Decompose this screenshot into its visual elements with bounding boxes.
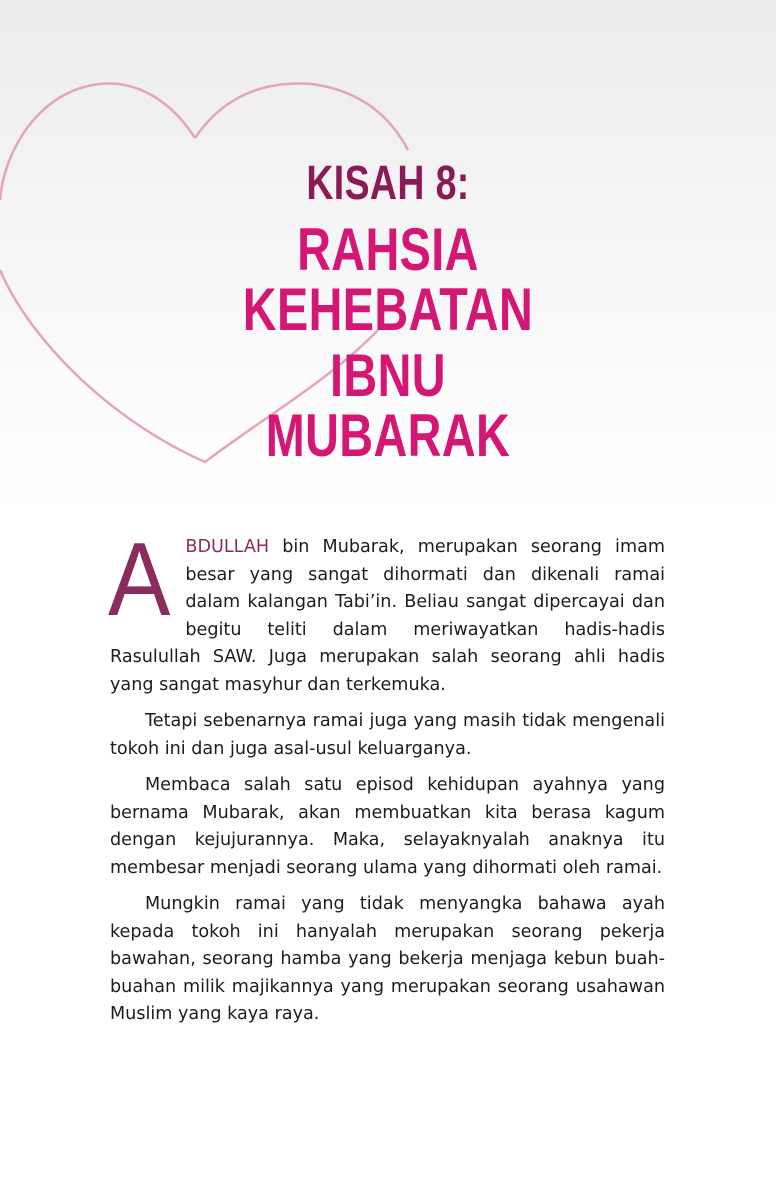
lead-word: BDULLAH — [185, 537, 270, 557]
paragraph-1-text: bin Mubarak, merupakan seorang imam besar yang sangat dihormati dan dikenali ramai dalam kalangan Tabi’in. Beliau sangat dipercayai dan begitu teliti dalam meriwayatkan hadis-hadis Rasulullah SAW. Juga merupakan salah seorang ahli hadis yang sangat masyhur dan terkemuka. — [110, 537, 665, 695]
paragraph-3: Membaca salah satu episod kehidupan ayahnya yang bernama Mubarak, akan membuatkan kita berasa kagum dengan kejujurannya. Maka, selayaknyalah anaknya itu membesar menjadi seorang ulama yang dihormati oleh ramai. — [110, 775, 665, 878]
chapter-title-line-2: IBNU MUBARAK — [265, 342, 511, 469]
drop-cap: A — [108, 522, 171, 638]
chapter-number: KISAH 8: — [306, 157, 470, 210]
chapter-body — [108, 522, 665, 1038]
chapter-heading — [210, 157, 566, 472]
paragraph-2: Tetapi sebenarnya ramai juga yang masih tidak mengenali tokoh ini dan juga asal-usul keluarganya. — [110, 711, 665, 759]
chapter-title-line-1: RAHSIA KEHEBATAN — [242, 216, 534, 343]
paragraph-4: Mungkin ramai yang tidak menyangka bahawa ayah kepada tokoh ini hanyalah merupakan seorang pekerja bawahan, seorang hamba yang bekerja menjaga kebun buah-buahan milik majikannya yang merupakan seorang usahawan Muslim yang kaya raya. — [110, 894, 665, 1024]
paragraph-1 — [108, 522, 665, 699]
